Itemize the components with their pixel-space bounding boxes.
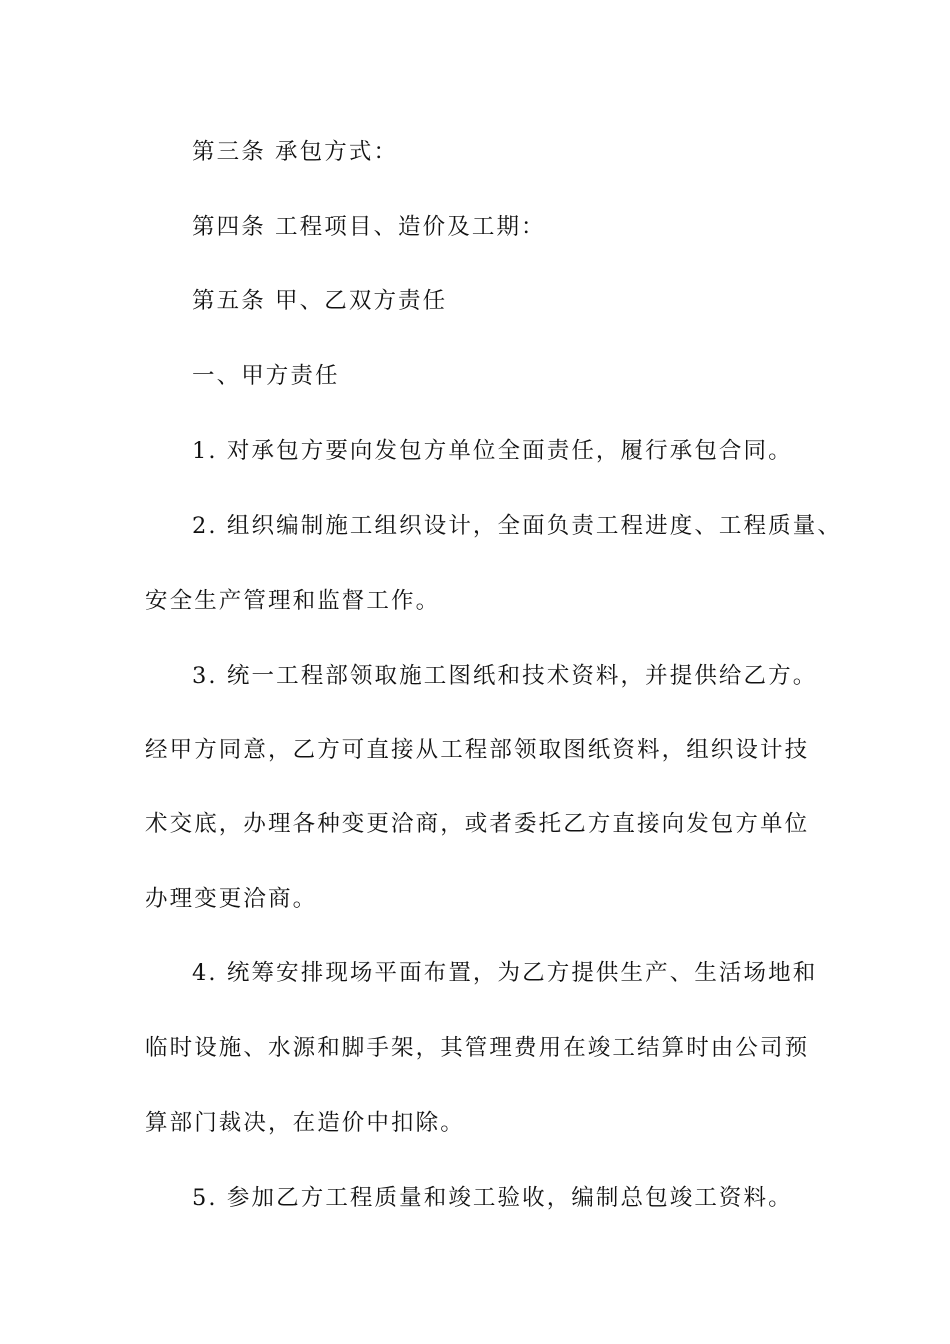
- clause-2-text-line-1: 2. 组织编制施工组织设计，全面负责工程进度、工程质量、: [192, 513, 842, 539]
- clause-3-text-line-1: 3. 统一工程部领取施工图纸和技术资料，并提供给乙方。: [192, 663, 818, 689]
- article-5-heading: 第五条 甲、乙双方责任: [192, 288, 448, 314]
- clause-1-text: 1. 对承包方要向发包方单位全面责任，履行承包合同。: [192, 438, 793, 464]
- clause-5-text: 5. 参加乙方工程质量和竣工验收，编制总包竣工资料。: [192, 1185, 793, 1211]
- section-party-a-heading: 一、甲方责任: [192, 363, 340, 389]
- clause-3-text-line-4: 办理变更洽商。: [145, 886, 318, 912]
- clause-2-text-line-2: 安全生产管理和监督工作。: [145, 588, 441, 614]
- clause-4-text-line-1: 4. 统筹安排现场平面布置，为乙方提供生产、生活场地和: [192, 960, 818, 986]
- clause-3-text-line-2: 经甲方同意，乙方可直接从工程部领取图纸资料，组织设计技: [145, 737, 810, 763]
- article-4-heading: 第四条 工程项目、造价及工期：: [192, 214, 546, 240]
- clause-4-text-line-3: 算部门裁决，在造价中扣除。: [145, 1110, 465, 1136]
- article-3-heading: 第三条 承包方式：: [192, 139, 399, 165]
- clause-3-text-line-3: 术交底，办理各种变更洽商，或者委托乙方直接向发包方单位: [145, 811, 810, 837]
- clause-4-text-line-2: 临时设施、水源和脚手架，其管理费用在竣工结算时由公司预: [145, 1035, 810, 1061]
